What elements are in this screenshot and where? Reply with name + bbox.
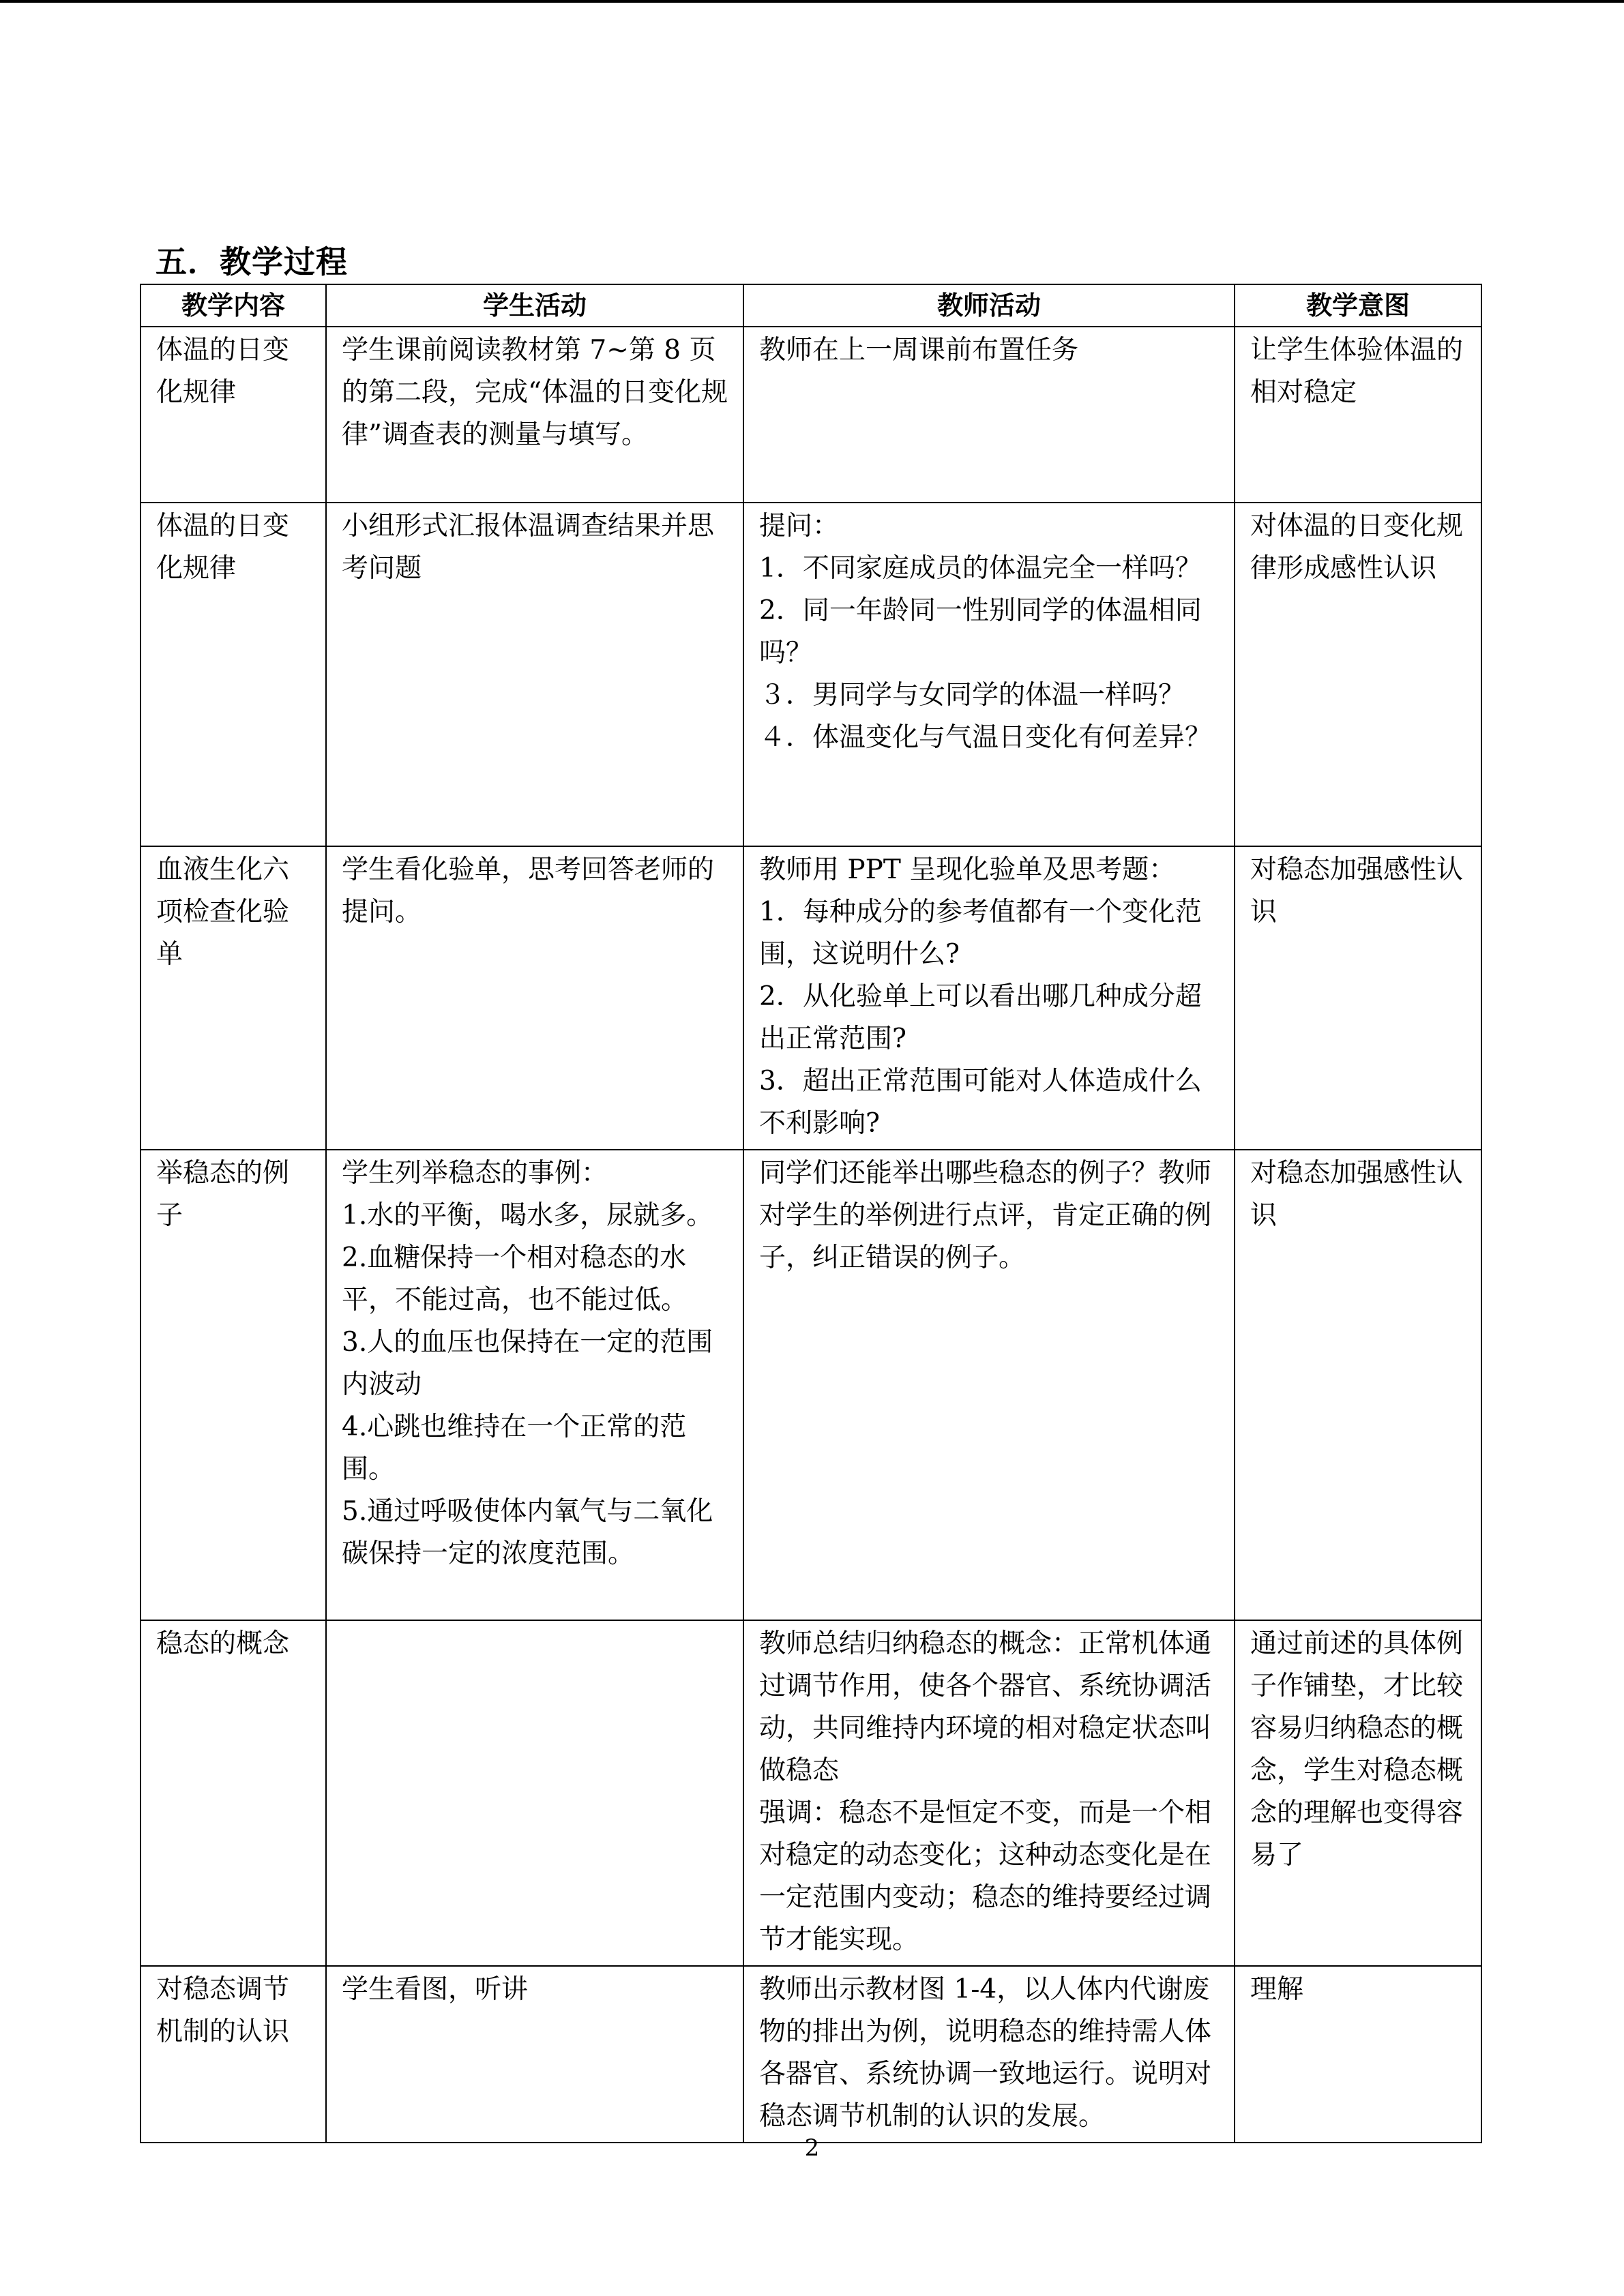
- cell-student-activity: [326, 846, 743, 1150]
- teacher-line: 3．超出正常范围可能对人体造成什么不利影响?: [759, 1066, 1202, 1139]
- page-top-border: [0, 0, 1624, 3]
- teacher-line: 教师在上一周课前布置任务: [759, 335, 1079, 366]
- cell-intent: 理解: [1235, 1966, 1481, 2143]
- cell-student-activity: [326, 1150, 743, 1620]
- cell-content: 对稳态调节机制的认识: [141, 1966, 326, 2143]
- student-line: 3.人的血压也保持在一定的范围内波动: [342, 1327, 713, 1400]
- cell-teacher-activity: [743, 1620, 1235, 1966]
- cell-intent: 对稳态加强感性认识: [1235, 1150, 1481, 1620]
- cell-intent: 通过前述的具体例子作铺垫，才比较容易归纳稳态的概念，学生对稳态概念的理解也变得容易了: [1235, 1620, 1481, 1966]
- cell-teacher-activity: [743, 1966, 1235, 2143]
- teaching-process-table: [140, 284, 1482, 2143]
- page-number: 2: [804, 2134, 820, 2162]
- cell-teacher-activity: [743, 503, 1235, 846]
- teacher-line: 同学们还能举出哪些稳态的例子？教师对学生的举例进行点评，肯定正确的例子，纠正错误的例子。: [759, 1158, 1212, 1273]
- cell-content: 举稳态的例子: [141, 1150, 326, 1620]
- student-line: 学生看图，听讲: [342, 1974, 529, 2005]
- table-header-row: [141, 284, 1481, 327]
- teacher-line: 教师出示教材图 1-4，以人体内代谢废物的排出为例，说明稳态的维持需人体各器官、系统协调一致地运行。说明对稳态调节机制的认识的发展。: [759, 1974, 1212, 2132]
- table-row: [141, 846, 1481, 1150]
- cell-intent: 对体温的日变化规律形成感性认识: [1235, 503, 1481, 846]
- header-content: 教学内容: [141, 284, 326, 327]
- student-line: 学生列举稳态的事例：: [342, 1158, 608, 1189]
- student-line: 1.水的平衡，喝水多，尿就多。: [342, 1200, 713, 1231]
- table-row: [141, 1150, 1481, 1620]
- student-line: 2.血糖保持一个相对稳态的水平，不能过高，也不能过低。: [342, 1242, 688, 1315]
- cell-content: 血液生化六项检查化验单: [141, 846, 326, 1150]
- student-line: 学生看化验单，思考回答老师的提问。: [342, 854, 715, 927]
- header-student-activity: 学生活动: [326, 284, 743, 327]
- cell-teacher-activity: [743, 1150, 1235, 1620]
- cell-content: 体温的日变化规律: [141, 327, 326, 503]
- teacher-line: 1．不同家庭成员的体温完全一样吗？: [759, 553, 1202, 584]
- cell-student-activity: [326, 1620, 743, 1966]
- teacher-line: 提问：: [759, 511, 840, 541]
- teacher-line: 教师用 PPT 呈现化验单及思考题：: [759, 854, 1176, 885]
- cell-teacher-activity: [743, 327, 1235, 503]
- cell-intent: 对稳态加强感性认识: [1235, 846, 1481, 1150]
- header-intent: 教学意图: [1235, 284, 1481, 327]
- teacher-line: 1．每种成分的参考值都有一个变化范围，这说明什么?: [759, 897, 1202, 970]
- cell-student-activity: [326, 1966, 743, 2143]
- teacher-line: 2．同一年龄同一性别同学的体温相同吗？: [759, 595, 1202, 668]
- cell-student-activity: [326, 327, 743, 503]
- section-title: 五．教学过程: [156, 243, 348, 280]
- teacher-line: 强调：稳态不是恒定不变，而是一个相对稳定的动态变化；这种动态变化是在一定范围内变动；稳态的维持要经过调节才能实现。: [759, 1798, 1212, 1955]
- cell-intent: 让学生体验体温的相对稳定: [1235, 327, 1481, 503]
- student-line: 5.通过呼吸使体内氧气与二氧化碳保持一定的浓度范围。: [342, 1496, 713, 1569]
- table-row: [141, 1966, 1481, 2143]
- teacher-line: 教师总结归纳稳态的概念：正常机体通过调节作用，使各个器官、系统协调活动，共同维持内环境的相对稳定状态叫做稳态: [759, 1628, 1212, 1786]
- cell-content: 体温的日变化规律: [141, 503, 326, 846]
- table-row: [141, 503, 1481, 846]
- teacher-line: ３．男同学与女同学的体温一样吗？: [759, 680, 1185, 711]
- cell-student-activity: [326, 503, 743, 846]
- student-line: 学生课前阅读教材第 7~第 8 页的第二段，完成“体温的日变化规律”调查表的测量与填写。: [342, 335, 728, 450]
- table-row: [141, 327, 1481, 503]
- header-teacher-activity: 教师活动: [743, 284, 1235, 327]
- teacher-line: 2．从化验单上可以看出哪几种成分超出正常范围?: [759, 981, 1202, 1054]
- cell-content: 稳态的概念: [141, 1620, 326, 1966]
- student-line: 小组形式汇报体温调查结果并思考问题: [342, 511, 715, 584]
- student-line: 4.心跳也维持在一个正常的范围。: [342, 1412, 687, 1485]
- table-row: [141, 1620, 1481, 1966]
- teacher-line: ４．体温变化与气温日变化有何差异？: [759, 722, 1212, 753]
- cell-teacher-activity: [743, 846, 1235, 1150]
